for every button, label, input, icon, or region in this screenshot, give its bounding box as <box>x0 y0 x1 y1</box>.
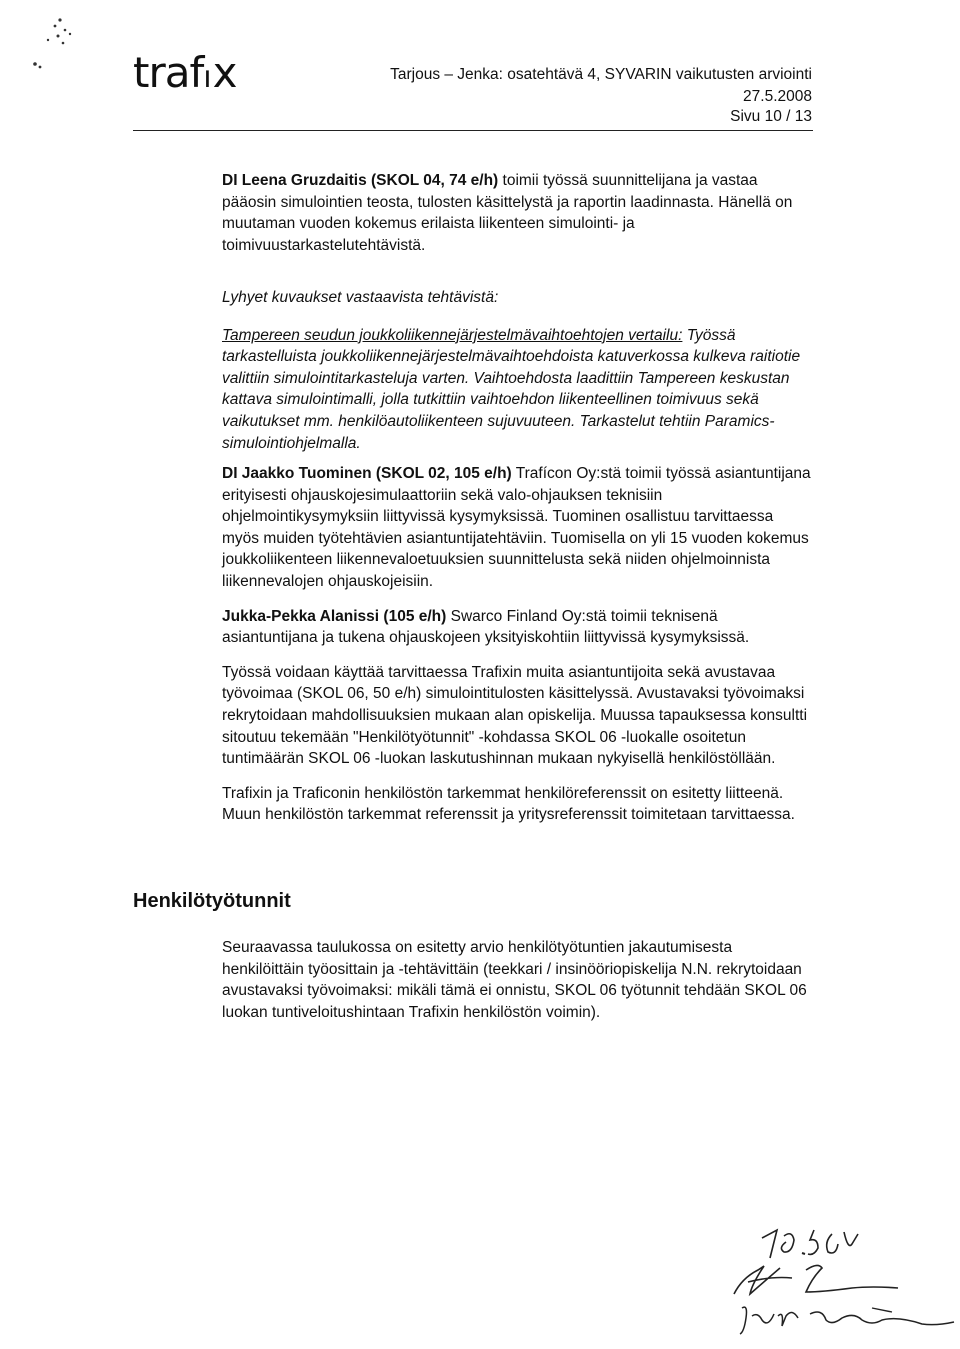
task-description: Tampereen seudun joukkoliikennejärjestelmävaihtoehtojen vertailu: Työssä tarkastelluista joukkoliikennejärjestelmävaihtoehdoista katuverkossa kulkeva raitiotie valittiin simulointitarkasteluja varten. Vaihtoehdosta laadittiin Tampereen keskustan kattava simulointimalli, jolla tutkittiin vaihtoehdon liikenteellinen toimivuus sekä vaikutukset mm. henkilöautoliikenteen sujuvuuteen. Tarkastelut tehtiin Paramics-simulointiohjelmalla. <box>222 326 801 452</box>
tasks-heading: Lyhyet kuvaukset vastaavista tehtävistä: <box>222 289 499 306</box>
header-title: Tarjous – Jenka: osatehtävä 4, SYVARIN vaikutusten arviointi <box>390 66 812 83</box>
body-text <box>222 170 812 256</box>
header-rule <box>133 130 813 131</box>
name-alanissi: Jukka-Pekka Alanissi (105 e/h) <box>222 607 447 625</box>
section-paragraph: Seuraavassa taulukossa on esitetty arvio henkilötyötuntien jakautumisesta henkilöittäin työosittain ja -tehtävittäin (teekkari / insinööriopiskelija N.N. rekrytoidaan avustavaksi työvoimaksi: mikäli tämä ei onnistu, SKOL 06 työtunnit tehdään SKOL 06 luokan tuntiveloitushintaan Trafixin henkilöstön voimin). <box>222 939 807 1021</box>
paragraph-tuominen: DI Jaakko Tuominen (SKOL 02, 105 e/h) Trafícon Oy:stä toimii työssä asiantuntijana erityisesti ohjauskojesimulaattoriin sekä valo-ohjauksen teknisiin ohjelmointikysymyksiin liittyvissä kysymyksissä. Tuominen osallistuu tarvittaessa myös muiden työtehtävien asiantuntijatehtäviin. Tuomisella on yli 15 vuoden kokemus joukkoliikenteen liikennevaloetuuksien suunnittelusta sekä niiden ohjelmoinnista liikennevalojen ohjauskojeisiin. <box>222 465 811 590</box>
section-text-block <box>222 937 812 1023</box>
name-tuominen: DI Jaakko Tuominen (SKOL 02, 105 e/h) <box>222 465 512 482</box>
tasks-block <box>222 287 812 454</box>
name-gruzdaitis: DI Leena Gruzdaitis (SKOL 04, 74 e/h) <box>222 172 499 189</box>
paragraph-assistants: Työssä voidaan käyttää tarvittaessa Trafixin muita asiantuntijoita sekä avustavaa työvoimaa (SKOL 06, 50 e/h) simulointitulosten käsittelyssä. Avustavaksi työvoimaksi rekrytoidaan mahdollisuuksien mukaan alan opiskelija. Muussa tapauksessa konsultti sitoutuu tekemään "Henkilötyötunnit" -kohdassa SKOL 06 -luokalle osoitetun tuntimäärän SKOL 06 -luokan laskutushinnan mukaan nykyisellä henkilöstöllään. <box>222 663 808 768</box>
trafix-logo: trafıx <box>133 48 237 97</box>
section-heading: Henkilötyötunnit <box>133 890 291 912</box>
paragraph-references: Trafixin ja Traficonin henkilöstön tarkemmat henkilöreferenssit on esitetty liitteenä. Muun henkilöstön tarkemmat referenssit ja yritysreferenssit toimitetaan tarvittaessa. <box>222 784 795 824</box>
paragraph-gruzdaitis: DI Leena Gruzdaitis (SKOL 04, 74 e/h) toimii työssä suunnittelijana ja vastaa pääosin simulointien teosta, tulosten käsittelystä ja raportin laadinnasta. Hänellä on muutaman vuoden kokemus erilaista liikenteen simulointi- ja toimivuustarkastelutehtävistä. <box>222 172 793 254</box>
task-project-title: Tampereen seudun joukkoliikennejärjestelmävaihtoehtojen vertailu: <box>222 326 683 344</box>
handwritten-signature <box>722 1208 960 1338</box>
header-page-number: Sivu 10 / 13 <box>730 108 812 125</box>
scan-specks <box>0 0 90 75</box>
staff-block <box>222 463 812 826</box>
header-date: 27.5.2008 <box>743 88 812 105</box>
paragraph-alanissi: Jukka-Pekka Alanissi (105 e/h) Swarco Finland Oy:stä toimii teknisenä asiantuntijana ja tukena ohjauskojeen yksityiskohtiin liittyvissä kysymyksissä. <box>222 607 750 647</box>
